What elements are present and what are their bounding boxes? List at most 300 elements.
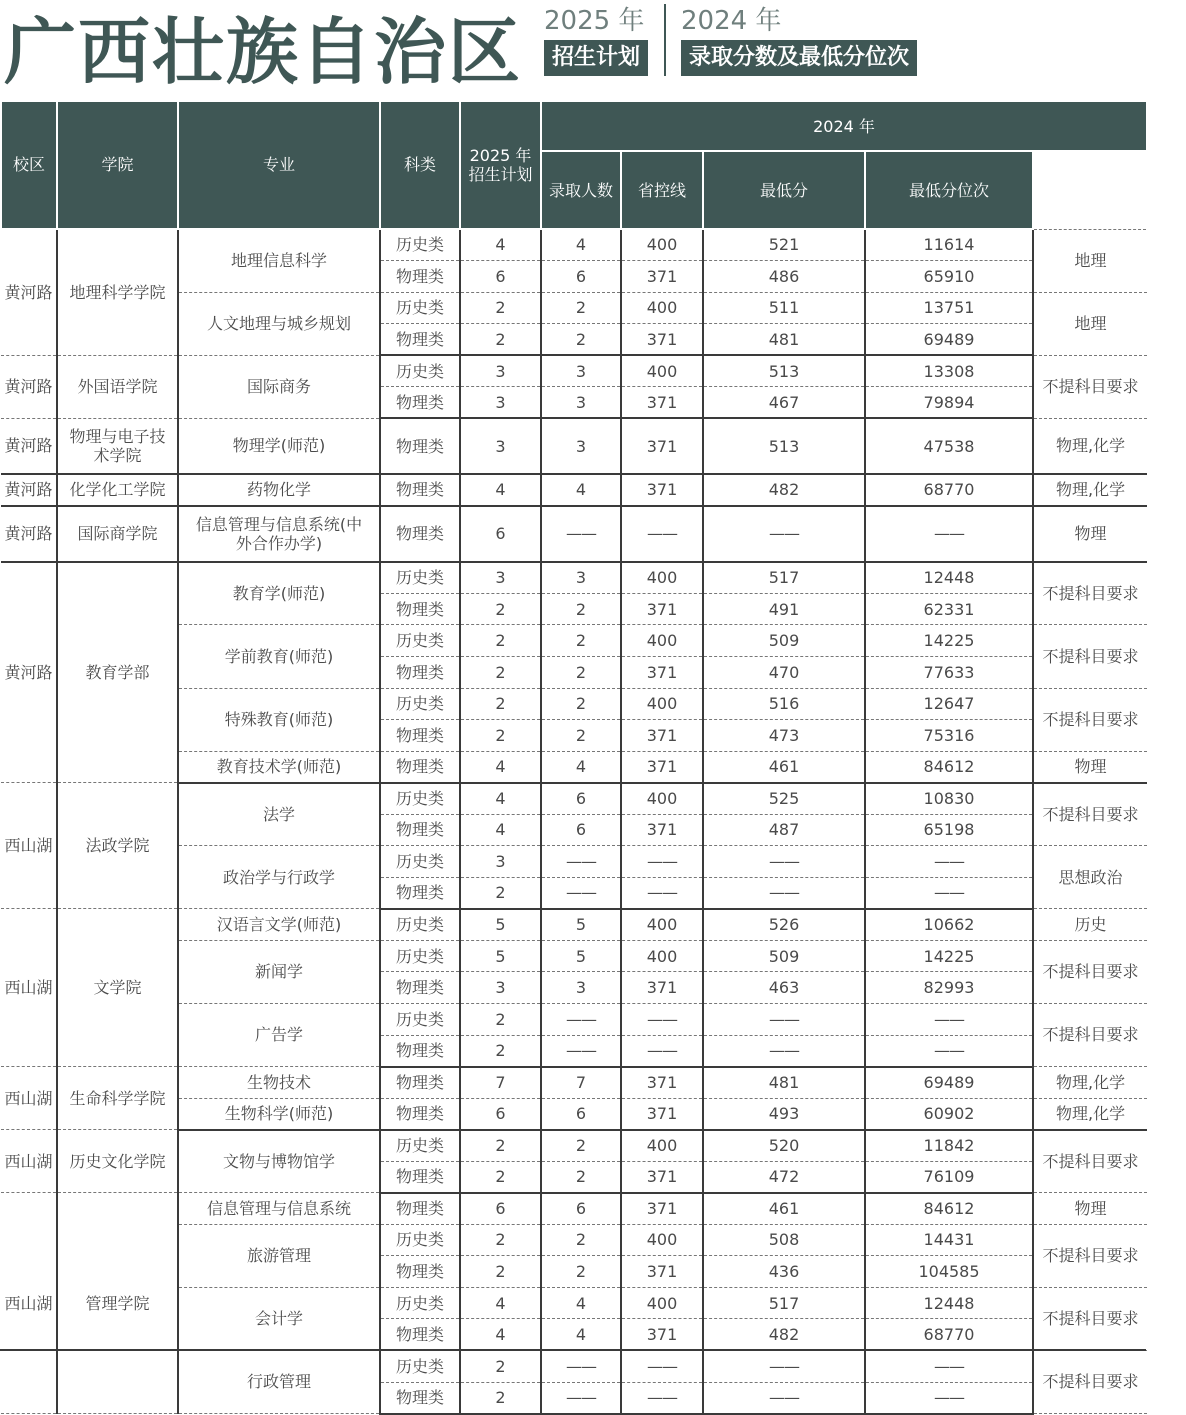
cell-subject-req: 不提科目要求: [1033, 1003, 1147, 1066]
cell-min-score: 526: [703, 909, 865, 941]
cell-admitted: 4: [541, 751, 621, 783]
cell-category: 物理类: [380, 593, 460, 625]
table-row: [1, 909, 1147, 941]
cell-min-rank: ——: [865, 846, 1033, 878]
cell-major: 行政管理: [178, 1351, 380, 1414]
cell-subject-req: 不提科目要求: [1033, 783, 1147, 846]
cell-admitted: 2: [541, 1130, 621, 1162]
plan-tag: 招生计划: [544, 40, 648, 76]
cell-campus: 黄河路: [1, 355, 57, 418]
cell-min-rank: 69489: [865, 324, 1033, 356]
cell-min-score: 467: [703, 387, 865, 419]
cell-college: 地理科学学院: [57, 229, 178, 355]
cell-min-rank: ——: [865, 1382, 1033, 1414]
cell-subject-req: 不提科目要求: [1033, 1351, 1147, 1414]
bottom-rule: [0, 1349, 1146, 1351]
table-row: [1, 355, 1147, 387]
cell-admitted: 3: [541, 387, 621, 419]
cell-min-score: 487: [703, 814, 865, 846]
cell-min-rank: 77633: [865, 656, 1033, 688]
cell-control-line: 371: [621, 1256, 703, 1288]
scores-tag: 录取分数及最低分位次: [681, 40, 917, 76]
cell-control-line: 371: [621, 1319, 703, 1351]
cell-college: 化学化工学院: [57, 474, 178, 506]
header-min-rank: 最低分位次: [865, 151, 1033, 229]
cell-category: 历史类: [380, 688, 460, 720]
cell-plan-2025: 2: [460, 324, 541, 356]
cell-plan-2025: 2: [460, 1224, 541, 1256]
table-row: [1, 783, 1147, 815]
cell-min-rank: 12448: [865, 1287, 1033, 1319]
cell-major: 人文地理与城乡规划: [178, 292, 380, 355]
cell-min-rank: 84612: [865, 1193, 1033, 1225]
cell-control-line: 400: [621, 1287, 703, 1319]
cell-college: 法政学院: [57, 783, 178, 909]
cell-admitted: 4: [541, 229, 621, 261]
cell-category: 物理类: [380, 1193, 460, 1225]
cell-control-line: 371: [621, 656, 703, 688]
cell-plan-2025: 2: [460, 1003, 541, 1035]
cell-campus: 西山湖: [1, 1067, 57, 1130]
cell-min-rank: 47538: [865, 418, 1033, 474]
cell-min-score: 482: [703, 1319, 865, 1351]
cell-subject-req: 不提科目要求: [1033, 562, 1147, 625]
cell-plan-2025: 6: [460, 261, 541, 293]
cell-admitted: 2: [541, 1224, 621, 1256]
cell-min-score: 509: [703, 625, 865, 657]
cell-category: 物理类: [380, 418, 460, 474]
cell-min-rank: 82993: [865, 972, 1033, 1004]
cell-plan-2025: 6: [460, 506, 541, 562]
cell-control-line: 400: [621, 355, 703, 387]
table-row: [1, 1067, 1147, 1099]
cell-min-score: 461: [703, 751, 865, 783]
cell-min-rank: 65910: [865, 261, 1033, 293]
cell-control-line: 371: [621, 418, 703, 474]
header-min-score: 最低分: [703, 151, 865, 229]
cell-category: 历史类: [380, 783, 460, 815]
table-row: [1, 1193, 1147, 1225]
cell-control-line: 400: [621, 909, 703, 941]
cell-plan-2025: 4: [460, 751, 541, 783]
cell-major: 生物科学(师范): [178, 1098, 380, 1130]
cell-category: 历史类: [380, 1351, 460, 1383]
cell-plan-2025: 4: [460, 1287, 541, 1319]
cell-major: 特殊教育(师范): [178, 688, 380, 751]
cell-category: 物理类: [380, 387, 460, 419]
cell-min-score: 521: [703, 229, 865, 261]
cell-category: 物理类: [380, 1035, 460, 1067]
cell-subject-req: 不提科目要求: [1033, 1224, 1147, 1287]
cell-college: 生命科学学院: [57, 1067, 178, 1130]
cell-major: 新闻学: [178, 940, 380, 1003]
cell-category: 物理类: [380, 324, 460, 356]
cell-subject-req: 物理: [1033, 751, 1147, 783]
header-college: 学院: [57, 101, 178, 229]
cell-min-score: ——: [703, 1351, 865, 1383]
cell-category: 历史类: [380, 1003, 460, 1035]
cell-plan-2025: 7: [460, 1067, 541, 1099]
cell-major: 教育技术学(师范): [178, 751, 380, 783]
table-row: [1, 418, 1147, 474]
cell-min-rank: 65198: [865, 814, 1033, 846]
cell-subject-req: 物理,化学: [1033, 1098, 1147, 1130]
cell-min-rank: ——: [865, 506, 1033, 562]
cell-plan-2025: 2: [460, 1130, 541, 1162]
cell-control-line: 400: [621, 783, 703, 815]
cell-admitted: 2: [541, 324, 621, 356]
table-row: [1, 506, 1147, 562]
cell-category: 物理类: [380, 720, 460, 752]
cell-subject-req: 不提科目要求: [1033, 940, 1147, 1003]
cell-plan-2025: 4: [460, 474, 541, 506]
cell-category: 历史类: [380, 940, 460, 972]
cell-plan-2025: 3: [460, 846, 541, 878]
cell-plan-2025: 5: [460, 909, 541, 941]
cell-category: 历史类: [380, 846, 460, 878]
cell-admitted: ——: [541, 506, 621, 562]
cell-major: 生物技术: [178, 1067, 380, 1099]
cell-min-rank: 75316: [865, 720, 1033, 752]
cell-major: 药物化学: [178, 474, 380, 506]
cell-control-line: ——: [621, 506, 703, 562]
cell-min-score: 470: [703, 656, 865, 688]
cell-control-line: 371: [621, 1098, 703, 1130]
admission-table: 校区 学院 专业 科类 2025 年 招生计划 2024 年 2025 选考科目 要求 录取人数 省控线 最低分 最低分位次 黄河路 地理科学学院 地理信息科学 历史类 4 4 400 521 11614 地理 物理类 6 6 371 486 65910 人文地理与城乡规划 历史类 2 2 400 511 13751 地理 物理类 2 2 371 481 69489 黄河路 外国语学院 国际商务 历史类 3 3 400 513 13308 不提科目要求 物理类 3 3 371 467 79894 黄河路 物理与电子技术学院 物理学(师范) 物理类 3 3 371 513 47538 物理,化学 黄河路 化学化工学院 药物化学 物理类 4 4 371 482 68770 物理,化学 黄河路 国际商学院 信息管理与信息系统(中外合作办学) 物理类 6 —— —— —— —— 物理 黄河路 教育学部 教育学(师范) 历史类 3 3 400 517 12448 不提科目要求 物理类 2 2 371 491 62331 学前教育(师范) 历史类 2 2 400 509 14225 不提科目要求 物理类 2 2 371 470 77633 特殊教育(师范) 历史类 2 2 400 516 12647 不提科目要求 物理类 2 2 371 473 75316 教育技术学(师范) 物理类 4 4 371 461 84612 物理 西山湖 法政学院 法学 历史类 4 6 400 525 10830 不提科目要求 物理类 4 6 371 487 65198 政治学与行政学 历史类 3 —— —— —— —— 思想政治 物理类 2 —— —— —— —— 西山湖 文学院 汉语言文学(师范) 历史类 5 5 400 526 10662 历史 新闻学 历史类 5 5 400 509 14225 不提科目要求 物理类 3 3 371 463 82993 广告学 历史类 2 —— —— —— —— 不提科目要求 物理类 2 —— —— —— —— 西山湖 生命科学学院 生物技术 物理类 7 7 371 481 69489 物理,化学 生物科学(师范) 物理类 6 6 371 493 60902 物理,化学 西山湖 历史文化学院 文物与博物馆学 历史类 2 2 400 520 11842 不提科目要求 物理类 2 2 371 472 76109 西山湖 管理学院 信息管理与信息系统 物理类 6 6 371 461 84612 物理 旅游管理 历史类 2 2 400 508 14431 不提科目要求 物理类 2 2 371 436 104585 会计学 历史类 4 4 400 517 12448 不提科目要求 物理类 4 4 371 482 68770 行政管理 历史类 2 —— —— —— —— 不提科目要求 物理类 2 —— —— —— ——: [0, 100, 1148, 1415]
cell-min-score: 491: [703, 593, 865, 625]
cell-control-line: 371: [621, 814, 703, 846]
cell-category: 物理类: [380, 877, 460, 909]
cell-min-score: 493: [703, 1098, 865, 1130]
cell-plan-2025: 2: [460, 593, 541, 625]
cell-admitted: ——: [541, 1351, 621, 1383]
cell-plan-2025: 2: [460, 292, 541, 324]
cell-control-line: 400: [621, 292, 703, 324]
cell-min-score: 461: [703, 1193, 865, 1225]
cell-category: 物理类: [380, 1067, 460, 1099]
cell-major: 教育学(师范): [178, 562, 380, 625]
cell-min-rank: 69489: [865, 1067, 1033, 1099]
cell-subject-req: 不提科目要求: [1033, 625, 1147, 688]
cell-min-rank: 62331: [865, 593, 1033, 625]
cell-category: 物理类: [380, 1319, 460, 1351]
cell-admitted: 2: [541, 292, 621, 324]
header-campus: 校区: [1, 101, 57, 229]
cell-admitted: 6: [541, 783, 621, 815]
cell-subject-req: 历史: [1033, 909, 1147, 941]
cell-category: 历史类: [380, 1130, 460, 1162]
cell-plan-2025: 3: [460, 562, 541, 594]
cell-min-score: ——: [703, 1035, 865, 1067]
cell-plan-2025: 2: [460, 1256, 541, 1288]
cell-admitted: ——: [541, 1003, 621, 1035]
cell-min-rank: 10662: [865, 909, 1033, 941]
cell-subject-req: 不提科目要求: [1033, 355, 1147, 418]
cell-plan-2025: 6: [460, 1193, 541, 1225]
cell-min-score: 520: [703, 1130, 865, 1162]
cell-plan-2025: 5: [460, 940, 541, 972]
cell-plan-2025: 2: [460, 656, 541, 688]
table-row: [1, 474, 1147, 506]
cell-category: 历史类: [380, 909, 460, 941]
cell-min-rank: 11614: [865, 229, 1033, 261]
cell-subject-req: 物理,化学: [1033, 418, 1147, 474]
header-category: 科类: [380, 101, 460, 229]
cell-campus: 黄河路: [1, 562, 57, 783]
cell-plan-2025: 2: [460, 1035, 541, 1067]
cell-category: 物理类: [380, 751, 460, 783]
cell-category: 历史类: [380, 229, 460, 261]
cell-control-line: 371: [621, 387, 703, 419]
cell-major: 物理学(师范): [178, 418, 380, 474]
cell-control-line: 400: [621, 1224, 703, 1256]
cell-subject-req: 地理: [1033, 292, 1147, 355]
cell-subject-req: 物理,化学: [1033, 474, 1147, 506]
cell-admitted: 6: [541, 814, 621, 846]
cell-category: 历史类: [380, 625, 460, 657]
cell-min-score: ——: [703, 846, 865, 878]
cell-plan-2025: 3: [460, 355, 541, 387]
cell-control-line: ——: [621, 846, 703, 878]
cell-plan-2025: 2: [460, 1161, 541, 1193]
cell-min-rank: 76109: [865, 1161, 1033, 1193]
cell-plan-2025: 2: [460, 720, 541, 752]
cell-major: 信息管理与信息系统: [178, 1193, 380, 1225]
cell-plan-2025: 4: [460, 783, 541, 815]
cell-subject-req: 物理,化学: [1033, 1067, 1147, 1099]
cell-min-score: 481: [703, 324, 865, 356]
cell-admitted: 7: [541, 1067, 621, 1099]
cell-control-line: 371: [621, 1161, 703, 1193]
cell-admitted: 2: [541, 625, 621, 657]
cell-plan-2025: 2: [460, 688, 541, 720]
cell-admitted: ——: [541, 1035, 621, 1067]
cell-subject-req: 地理: [1033, 229, 1147, 292]
cell-major: 汉语言文学(师范): [178, 909, 380, 941]
cell-control-line: ——: [621, 877, 703, 909]
cell-plan-2025: 4: [460, 814, 541, 846]
cell-subject-req: 物理: [1033, 506, 1147, 562]
cell-control-line: 400: [621, 688, 703, 720]
cell-min-rank: 14225: [865, 940, 1033, 972]
cell-min-score: 517: [703, 562, 865, 594]
year-2025-label: 2025 年: [544, 6, 645, 36]
cell-min-score: 513: [703, 355, 865, 387]
cell-major: 国际商务: [178, 355, 380, 418]
cell-min-score: 509: [703, 940, 865, 972]
cell-plan-2025: 2: [460, 1382, 541, 1414]
cell-min-rank: 14225: [865, 625, 1033, 657]
cell-category: 历史类: [380, 1224, 460, 1256]
cell-admitted: 6: [541, 1193, 621, 1225]
cell-min-score: ——: [703, 877, 865, 909]
cell-min-score: 511: [703, 292, 865, 324]
cell-min-rank: ——: [865, 1003, 1033, 1035]
cell-major: 信息管理与信息系统(中外合作办学): [178, 506, 380, 562]
cell-college: 国际商学院: [57, 506, 178, 562]
cell-category: 物理类: [380, 1382, 460, 1414]
cell-min-score: 472: [703, 1161, 865, 1193]
cell-college: 外国语学院: [57, 355, 178, 418]
cell-min-score: 486: [703, 261, 865, 293]
cell-admitted: 4: [541, 1287, 621, 1319]
cell-plan-2025: 2: [460, 1351, 541, 1383]
table-row: [1, 562, 1147, 594]
cell-min-rank: 79894: [865, 387, 1033, 419]
cell-category: 物理类: [380, 814, 460, 846]
cell-min-rank: 104585: [865, 1256, 1033, 1288]
cell-min-rank: 11842: [865, 1130, 1033, 1162]
cell-campus: 西山湖: [1, 909, 57, 1067]
cell-category: 物理类: [380, 656, 460, 688]
cell-subject-req: 不提科目要求: [1033, 1287, 1147, 1350]
cell-campus: 西山湖: [1, 1193, 57, 1414]
cell-major: 广告学: [178, 1003, 380, 1066]
cell-campus: 黄河路: [1, 474, 57, 506]
cell-admitted: 2: [541, 720, 621, 752]
cell-category: 物理类: [380, 1161, 460, 1193]
cell-control-line: 371: [621, 593, 703, 625]
cell-min-rank: 68770: [865, 1319, 1033, 1351]
header-major: 专业: [178, 101, 380, 229]
year-2024-label: 2024 年: [681, 6, 782, 36]
cell-major: 会计学: [178, 1287, 380, 1350]
cell-min-rank: 13308: [865, 355, 1033, 387]
cell-plan-2025: 3: [460, 972, 541, 1004]
cell-min-rank: 12647: [865, 688, 1033, 720]
cell-plan-2025: 3: [460, 387, 541, 419]
cell-control-line: 371: [621, 751, 703, 783]
cell-plan-2025: 6: [460, 1098, 541, 1130]
cell-control-line: 371: [621, 972, 703, 1004]
cell-min-score: ——: [703, 506, 865, 562]
cell-admitted: 2: [541, 1256, 621, 1288]
cell-min-rank: ——: [865, 1035, 1033, 1067]
cell-admitted: 4: [541, 474, 621, 506]
cell-control-line: 400: [621, 940, 703, 972]
cell-major: 学前教育(师范): [178, 625, 380, 688]
cell-min-score: ——: [703, 1382, 865, 1414]
cell-min-score: 517: [703, 1287, 865, 1319]
cell-category: 历史类: [380, 1287, 460, 1319]
cell-plan-2025: 3: [460, 418, 541, 474]
cell-min-score: 436: [703, 1256, 865, 1288]
cell-college: 物理与电子技术学院: [57, 418, 178, 474]
cell-min-score: 481: [703, 1067, 865, 1099]
cell-min-score: 463: [703, 972, 865, 1004]
cell-admitted: 3: [541, 355, 621, 387]
cell-control-line: 371: [621, 1193, 703, 1225]
cell-admitted: 5: [541, 909, 621, 941]
header-2024-group: 2024 年: [541, 101, 1147, 151]
cell-campus: 西山湖: [1, 783, 57, 909]
cell-category: 物理类: [380, 1256, 460, 1288]
cell-min-rank: 12448: [865, 562, 1033, 594]
cell-admitted: 6: [541, 1098, 621, 1130]
cell-admitted: ——: [541, 877, 621, 909]
cell-control-line: ——: [621, 1351, 703, 1383]
cell-campus: 黄河路: [1, 229, 57, 355]
cell-control-line: 371: [621, 324, 703, 356]
header-divider: [664, 4, 666, 76]
cell-min-rank: 60902: [865, 1098, 1033, 1130]
page-header: [0, 0, 1160, 100]
cell-min-rank: 13751: [865, 292, 1033, 324]
cell-admitted: 2: [541, 1161, 621, 1193]
cell-category: 历史类: [380, 292, 460, 324]
cell-plan-2025: 2: [460, 625, 541, 657]
cell-control-line: 371: [621, 1067, 703, 1099]
cell-plan-2025: 4: [460, 1319, 541, 1351]
cell-major: 政治学与行政学: [178, 846, 380, 909]
cell-major: 文物与博物馆学: [178, 1130, 380, 1193]
cell-min-score: 525: [703, 783, 865, 815]
header-control-line: 省控线: [621, 151, 703, 229]
cell-major: 地理信息科学: [178, 229, 380, 292]
cell-min-score: ——: [703, 1003, 865, 1035]
header-admitted: 录取人数: [541, 151, 621, 229]
cell-control-line: ——: [621, 1382, 703, 1414]
cell-admitted: 4: [541, 1319, 621, 1351]
cell-major: 法学: [178, 783, 380, 846]
cell-category: 物理类: [380, 261, 460, 293]
cell-min-score: 508: [703, 1224, 865, 1256]
cell-min-rank: ——: [865, 877, 1033, 909]
cell-min-rank: 84612: [865, 751, 1033, 783]
cell-admitted: 2: [541, 593, 621, 625]
cell-control-line: 400: [621, 229, 703, 261]
cell-plan-2025: 2: [460, 877, 541, 909]
cell-admitted: 3: [541, 972, 621, 1004]
cell-category: 历史类: [380, 562, 460, 594]
cell-admitted: 2: [541, 656, 621, 688]
header-plan-2025: 2025 年 招生计划: [460, 101, 541, 229]
cell-control-line: 371: [621, 474, 703, 506]
cell-admitted: 3: [541, 562, 621, 594]
table-body: [1, 229, 1147, 1414]
cell-category: 物理类: [380, 1098, 460, 1130]
cell-category: 物理类: [380, 474, 460, 506]
cell-category: 历史类: [380, 355, 460, 387]
cell-category: 物理类: [380, 506, 460, 562]
table-row: [1, 1130, 1147, 1162]
cell-control-line: 400: [621, 625, 703, 657]
cell-min-rank: 68770: [865, 474, 1033, 506]
cell-college: 管理学院: [57, 1193, 178, 1414]
cell-college: 文学院: [57, 909, 178, 1067]
cell-subject-req: 不提科目要求: [1033, 1130, 1147, 1193]
cell-min-rank: 10830: [865, 783, 1033, 815]
cell-campus: 西山湖: [1, 1130, 57, 1193]
cell-subject-req: 思想政治: [1033, 846, 1147, 909]
table-row: [1, 229, 1147, 261]
cell-admitted: 3: [541, 418, 621, 474]
cell-admitted: 6: [541, 261, 621, 293]
cell-campus: 黄河路: [1, 506, 57, 562]
cell-category: 物理类: [380, 972, 460, 1004]
cell-min-score: 513: [703, 418, 865, 474]
cell-admitted: ——: [541, 1382, 621, 1414]
cell-college: 历史文化学院: [57, 1130, 178, 1193]
cell-control-line: ——: [621, 1003, 703, 1035]
cell-control-line: ——: [621, 1035, 703, 1067]
cell-min-score: 473: [703, 720, 865, 752]
cell-admitted: 2: [541, 688, 621, 720]
cell-major: 旅游管理: [178, 1224, 380, 1287]
cell-control-line: 400: [621, 562, 703, 594]
cell-plan-2025: 4: [460, 229, 541, 261]
cell-subject-req: 物理: [1033, 1193, 1147, 1225]
